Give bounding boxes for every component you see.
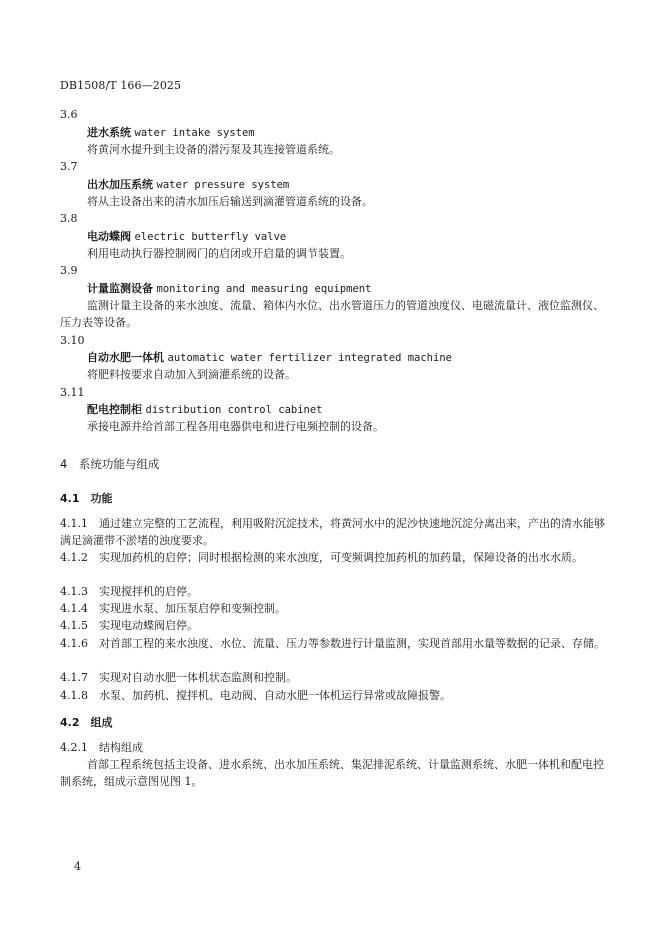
term-title — [87, 228, 286, 246]
term-title-zh: 计量监测设备 — [87, 282, 153, 295]
document-id: DB1508/T 166—2025 — [60, 79, 182, 92]
section-heading: 4 系统功能与组成 — [60, 457, 160, 471]
term-definition: 将黄河水提升到主设备的潜污泵及其连接管道系统。 — [87, 143, 340, 156]
paragraph: 首部工程系统包括主设备、进水系统、出水加压系统、集泥排泥系统、计量监测系统、水肥一体机和配电控制系统，组成示意图见图 1。 — [60, 758, 604, 788]
term-number: 3.11 — [60, 386, 85, 399]
term-definition: 将从主设备出来的清水加压后输送到滴灌管道系统的设备。 — [87, 195, 373, 208]
term-title-en: monitoring and measuring equipment — [156, 283, 372, 295]
page-number: 4 — [74, 860, 81, 873]
term-title-en: water pressure system — [156, 179, 290, 191]
term-title — [87, 349, 452, 367]
term-title-en: water intake system — [134, 127, 255, 139]
term-number: 3.7 — [60, 160, 78, 173]
term-title-zh: 出水加压系统 — [87, 178, 153, 191]
term-title-en: electric butterfly valve — [134, 231, 287, 243]
subsection-heading: 4.2 组成 — [60, 716, 113, 729]
term-title — [87, 280, 371, 298]
term-title-zh: 配电控制柜 — [87, 403, 142, 416]
term-title — [87, 124, 255, 142]
term-title-zh: 进水系统 — [87, 126, 131, 139]
sub-subsection-heading: 4.2.1 结构组成 — [60, 741, 143, 754]
term-definition: 利用电动执行器控制阀门的启闭或开启量的调节装置。 — [87, 247, 351, 260]
term-number: 3.8 — [60, 212, 78, 225]
term-number: 3.6 — [60, 108, 78, 121]
term-number: 3.10 — [60, 334, 85, 347]
term-definition: 承接电源并给首部工程各用电器供电和进行电频控制的设备。 — [87, 420, 384, 433]
term-title-en: automatic water fertilizer integrated machine — [167, 352, 452, 364]
list-item: 4.1.1 通过建立完整的工艺流程，利用吸附沉淀技术，将黄河水中的泥沙快速地沉淀分离出来，产出的清水能够满足滴灌带不淤堵的浊度要求。 — [60, 517, 605, 547]
term-title-en: distribution control cabinet — [145, 404, 323, 416]
list-item: 4.1.5 实现电动蝶阀启停。 — [60, 619, 198, 632]
term-title — [87, 401, 323, 419]
list-item: 4.1.6 对首部工程的来水浊度、水位、流量、压力等参数进行计量监测，实现首部用水量等数据的记录、存储。 — [60, 637, 605, 650]
list-item: 4.1.3 实现搅拌机的启停。 — [60, 585, 198, 598]
term-title — [87, 176, 289, 194]
term-title-zh: 电动蝶阀 — [87, 230, 131, 243]
subsection-heading: 4.1 功能 — [60, 492, 113, 505]
term-number: 3.9 — [60, 264, 78, 277]
list-item: 4.1.2 实现加药机的启停；同时根据检测的来水浊度，可变频调控加药机的加药量，保障设备的出水水质。 — [60, 551, 583, 564]
list-item: 4.1.7 实现对自动水肥一体机状态监测和控制。 — [60, 671, 297, 684]
term-definition: 监测计量主设备的来水浊度、流量、箱体内水位、出水管道压力的管道浊度仪、电磁流量计、液位监测仪、压力表等设备。 — [60, 299, 604, 329]
list-item: 4.1.8 水泵、加药机、搅拌机、电动阀、自动水肥一体机运行异常或故障报警。 — [60, 689, 451, 702]
term-title-zh: 自动水肥一体机 — [87, 351, 164, 364]
list-item: 4.1.4 实现进水泵、加压泵启停和变频控制。 — [60, 602, 286, 615]
term-definition: 将肥料按要求自动加入到滴灌系统的设备。 — [87, 368, 296, 381]
